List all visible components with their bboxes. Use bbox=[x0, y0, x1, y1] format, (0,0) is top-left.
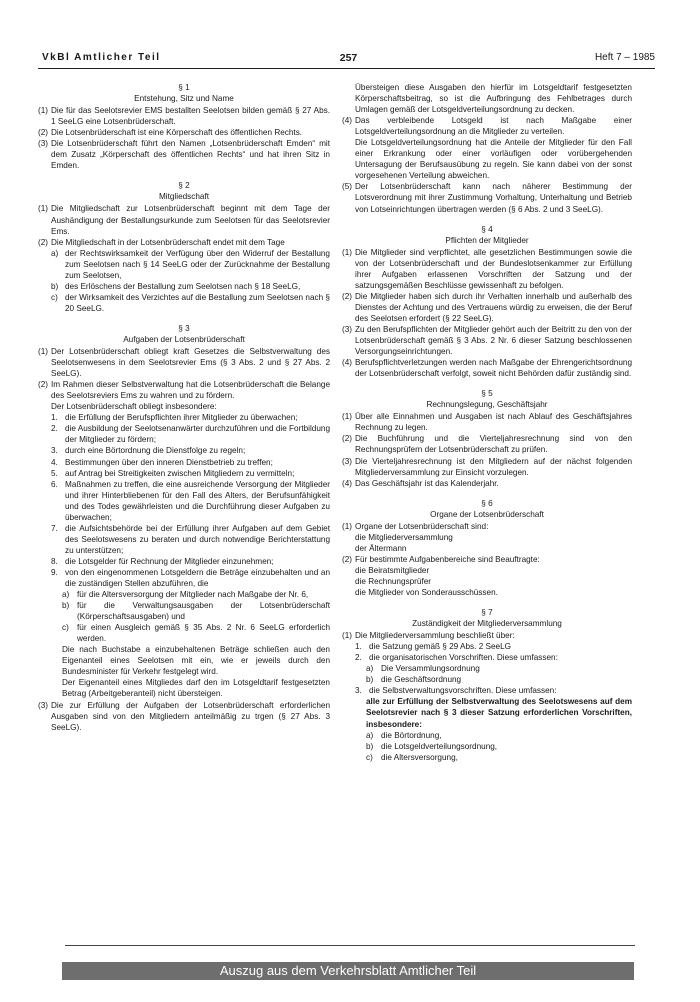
list-item: 6. Maßnahmen zu treffen, die eine ausreichende Versorgung der Mitglieder und ihrer Hinterbliebenen für den Fall des Alters, der Berufsunfähigkeit und des Todes gewährleisten und die Durchführung dieser Aufgaben zu überwachen; bbox=[51, 479, 330, 522]
list-item: b) des Erlöschens der Bestallung zum Seelotsen nach § 18 SeeLG, bbox=[38, 281, 330, 292]
list-item: 8. die Lotsgelder für Rechnung der Mitglieder einzunehmen; bbox=[38, 556, 330, 567]
paragraph: (3) Die Vierteljahresrechnung ist den Mitgliedern auf der nächst folgenden Mitgliederversammlung zur Einsicht vorzulegen. bbox=[342, 456, 632, 477]
list-item-text: der Wirksamkeit des Verzichtes auf die Bestallung zum Seelotsen nach § 20 SeeLG. bbox=[65, 292, 330, 313]
list-item-text: die Geschäftsordnung bbox=[381, 675, 462, 685]
section-heading bbox=[38, 82, 330, 104]
list-item-text: die Satzung gemäß § 29 Abs. 2 SeeLG bbox=[369, 642, 512, 652]
section-number: § 1 bbox=[178, 83, 190, 92]
list-item: 1. die Satzung gemäß § 29 Abs. 2 SeeLG bbox=[342, 641, 632, 652]
list-item-text: die Börtordnung, bbox=[381, 730, 442, 740]
list-item: 1. die Erfüllung der Berufspflichten ihrer Mitglieder zu überwachen; bbox=[38, 412, 330, 423]
footer-banner: Auszug aus dem Verkehrsblatt Amtlicher Teil bbox=[62, 962, 634, 980]
paragraph-text: Übersteigen diese Ausgaben den hierfür im Lotsgeldtarif festgesetzten Körperschaftsbeitrag, so ist die Aufbringung des Fehlbetrages durch Umlagen gemäß der Lotsgeldverteilungsordnung zu decken. bbox=[355, 83, 632, 115]
section-heading bbox=[342, 224, 632, 246]
list-item: 3. die Selbstverwaltungsvorschriften. Diese umfassen: bbox=[342, 685, 632, 696]
list-item: a) für die Altersversorgung der Mitglieder nach Maßgabe der Nr. 6, bbox=[38, 589, 330, 600]
right-column bbox=[342, 82, 632, 763]
paragraph: (3) Zu den Berufspflichten der Mitglieder gehört auch der Beitritt zu den von der Lotsenbrüderschaft gemäß § 3 Abs. 2 Nr. 6 dieser Satzung beschlossenen Versorgungseinrichtungen. bbox=[342, 324, 632, 357]
paragraph-text: Die Lotsgeldverteilungsordnung hat die Anteile der Mitglieder für den Fall einer Erkrankung oder einer vorläufigen oder vorübergehenden Untersagung der Berufsausübung zu regeln. Sie kann dabei von der sonst vorgesehenen Verteilung abweichen. bbox=[355, 138, 632, 181]
footer-rule bbox=[65, 945, 635, 946]
list-item-text: die Rechnungsprüfer bbox=[355, 576, 432, 586]
list-item-text: Maßnahmen zu treffen, die eine ausreichende Versorgung der Mitglieder und ihrer Hinterbliebenen für den Fall des Alters, der Berufsunfähigkeit und des Todes gewährleisten und die Durchführung dieser Aufgaben zu überwachen; bbox=[65, 479, 330, 522]
paragraph-text: Die Mitglieder haben sich durch ihr Verhalten innerhalb und außerhalb des Dienstes der Achtung und des Vertrauens würdig zu erweisen, die der Beruf des Seelotsen erfordert (§ 22 SeeLG). bbox=[355, 291, 632, 323]
paragraph: (1) Der Lotsenbrüderschaft obliegt kraft Gesetzes die Selbstverwaltung des Seelotsenwesens in dem Seelotsrevier Ems (§ 3 Abs. 2 und § 27 Abs. 2 SeeLG). bbox=[38, 347, 330, 379]
list-item-text: die Mitglieder von Sonderausschüssen. bbox=[355, 588, 498, 598]
list-item: 3. durch eine Börtordnung die Dienstfolge zu regeln; bbox=[38, 445, 330, 456]
list-item-text: auf Antrag bei Streitigkeiten zwischen Mitgliedern zu vermitteln; bbox=[65, 468, 295, 478]
list-item: a) Die Versammlungsordnung bbox=[342, 663, 632, 674]
list-item: 9. von den eingenommenen Lotsgeldern die Beträge einzubehalten und an die zuständigen Stellen abzuführen, die bbox=[51, 567, 330, 589]
list-item-text: die Ausbildung der Seelotsenanwärter durchzuführen und die Fortbildung der Mitglieder zu fördern; bbox=[65, 424, 330, 445]
journal-name: VkBl Amtlicher Teil bbox=[42, 52, 161, 63]
section-number: § 2 bbox=[178, 181, 190, 191]
paragraph-text: Die Lotsenbrüderschaft ist eine Körperschaft des öffentlichen Rechts. bbox=[51, 128, 303, 138]
list-item-text: die organisatorischen Vorschriften. Diese umfassen: bbox=[369, 653, 558, 663]
paragraph-text: Das Geschäftsjahr ist das Kalenderjahr. bbox=[355, 478, 499, 488]
paragraph-text: Der Lotsenbrüderschaft obliegt kraft Gesetzes die Selbstverwaltung des Seelotsenwesens in dem Seelotsrevier Ems (§ 3 Abs. 2 und § 27 Abs. 2 SeeLG). bbox=[51, 347, 330, 379]
paragraph-text: Die nach Buchstabe a einzubehaltenen Beträge schließen auch den Eigenanteil eines Seelotsen mit ein, wie er jeweils durch den Bundesminister für Verkehr festgelegt wird. bbox=[62, 645, 330, 677]
list-item-text: Bestimmungen über den inneren Dienstbetrieb zu treffen; bbox=[65, 457, 273, 467]
list-item: 2. die organisatorischen Vorschriften. Diese umfassen: bbox=[342, 652, 632, 663]
section-title: Aufgaben der Lotsenbrüderschaft bbox=[123, 334, 245, 344]
section-heading bbox=[38, 180, 330, 202]
paragraph-text: Die Mitgliederversammlung beschließt über: bbox=[355, 631, 515, 641]
paragraph-text: Der Eigenanteil eines Mitgliedes darf den im Lotsgeldtarif festgesetzten Betrag (Arbeitgeberanteil) nicht übersteigen. bbox=[62, 678, 330, 699]
list-item: c) für einen Ausgleich gemäß § 35 Abs. 2 Nr. 6 SeeLG erforderlich werden. bbox=[62, 623, 330, 644]
paragraph-text: Die Mitgliedschaft zur Lotsenbrüderschaft beginnt mit dem Tage der Aushändigung der Bestallungsurkunde zum Seelotsen für das Seelotsrevier Ems. bbox=[51, 204, 330, 236]
list-item-text: für die Verwaltungsausgaben der Lotsenbrüderschaft (Körperschaftsausgaben) und bbox=[77, 601, 330, 622]
list-item-text: die Altersversorgung, bbox=[381, 752, 458, 762]
paragraph: (1) Die für das Seelotsrevier EMS bestallten Seelotsen bilden gemäß § 27 Abs. 1 SeeLG eine Lotsenbrüderschaft. bbox=[38, 106, 330, 127]
list-item-text: von den eingenommenen Lotsgeldern die Beträge einzubehalten und an die zuständigen Stellen abzuführen, die bbox=[65, 567, 330, 589]
list-item-text: die Mitgliederversammlung bbox=[355, 532, 453, 542]
paragraph: (1) Organe der Lotsenbrüderschaft sind: bbox=[342, 521, 632, 532]
paragraph: (2) Im Rahmen dieser Selbstverwaltung hat die Lotsenbrüderschaft die Belange des Seelotsreviers Ems zu wahren und zu fördern. bbox=[38, 380, 330, 401]
list-item-text: die Erfüllung der Berufspflichten ihrer Mitglieder zu überwachen; bbox=[65, 413, 298, 423]
paragraph: (5) Der Lotsenbrüderschaft kann nach näherer Bestimmung der Lotsverordnung mit ihrer Zustimmung Vorhaltung, Unterhaltung und Betrieb von Lotseinrichtungen übertragen werden (§ 6 Abs. 2 und 3 SeeLG). bbox=[342, 182, 632, 214]
bold-paragraph: alle zur Erfüllung der Selbstverwaltung des Seelotswesens auf dem Seelotsrevier nach § 3 dieser Satzung erforderlichen Vorschriften, insbesondere: bbox=[366, 697, 632, 729]
section-number: § 4 bbox=[481, 224, 493, 234]
section-title: Pflichten der Mitglieder bbox=[445, 235, 529, 245]
paragraph: (2) Für bestimmte Aufgabenbereiche sind Beauftragte: bbox=[342, 554, 632, 565]
list-item: 5. auf Antrag bei Streitigkeiten zwischen Mitgliedern zu vermitteln; bbox=[38, 468, 330, 479]
paragraph-text: Das verbleibende Lotsgeld ist nach Maßgabe einer Lotsgeldverteilungsordnung an die Mitglieder zu verteilen. bbox=[355, 116, 632, 137]
paragraph-text: Zu den Berufspflichten der Mitglieder gehört auch der Beitritt zu den von der Lotsenbrüderschaft gemäß § 3 Abs. 2 Nr. 6 dieser Satzung beschlossenen Versorgungseinrichtungen. bbox=[355, 324, 632, 357]
paragraph-text: Über alle Einnahmen und Ausgaben ist nach Ablauf des Geschäftsjahres Rechnung zu legen. bbox=[355, 412, 632, 433]
list-item-text: die Lotsgelder für Rechnung der Mitglieder einzunehmen; bbox=[65, 556, 274, 566]
page-number: 257 bbox=[339, 52, 358, 64]
paragraph: (2) Die Lotsenbrüderschaft ist eine Körperschaft des öffentlichen Rechts. bbox=[38, 127, 330, 138]
paragraph-text: Die Mitglieder sind verpflichtet, alle gesetzlichen Bestimmungen sowie die von der Lotsenbrüderschaft und der Bundeslotsenkammer zur Erfüllung ihrer Aufgaben erlassenen Vorschriften der Satzung und der satzungsgemäßen Beschlüsse gewissenhaft zu befolgen. bbox=[355, 247, 632, 290]
paragraph-text: Die Lotsenbrüderschaft führt den Namen „Lotsenbrüderschaft Emden“ mit dem Zusatz „Körperschaft des öffentlichen Rechts“ und hat ihren Sitz in Emden. bbox=[51, 139, 330, 171]
paragraph-text: Der Lotsenbrüderschaft kann nach näherer Bestimmung der Lotsverordnung mit ihrer Zustimmung Vorhaltung, Unterhaltung und Betrieb von Lotseinrichtungen übertragen werden (§ 6 Abs. 2 und 3 SeeLG). bbox=[355, 182, 632, 214]
paragraph-text: Die zur Erfüllung der Aufgaben der Lotsenbrüderschaft erforderlichen Ausgaben sind von den Mitgliedern anteilmäßig zu trgen (§ 27 Abs. 3 SeeLG). bbox=[51, 700, 330, 732]
section-number: § 3 bbox=[178, 323, 190, 333]
section-number: § 5 bbox=[481, 389, 493, 399]
section-title: Mitgliedschaft bbox=[158, 192, 210, 202]
list-item: c) die Altersversorgung, bbox=[342, 752, 632, 763]
paragraph: (2) Die Mitgliedschaft in der Lotsenbrüderschaft endet mit dem Tage bbox=[38, 237, 330, 248]
section-title: Organe der Lotsenbrüderschaft bbox=[430, 509, 544, 519]
paragraph: (2) Die Mitglieder haben sich durch ihr Verhalten innerhalb und außerhalb des Dienstes der Achtung und des Vertrauens würdig zu erweisen, die der Beruf des Seelotsen erfordert (§ 22 SeeLG). bbox=[342, 291, 632, 323]
list-item: b) für die Verwaltungsausgaben der Lotsenbrüderschaft (Körperschaftsausgaben) und bbox=[62, 601, 330, 622]
list-item: a) die Börtordnung, bbox=[342, 730, 632, 741]
paragraph-text: Organe der Lotsenbrüderschaft sind: bbox=[355, 521, 489, 531]
paragraph: (4) Berufspflichtverletzungen werden nach Maßgabe der Ehrengerichtsordnung der Lotsenbrüderschaft verfolgt, soweit nicht Behörden dafür zuständig sind. bbox=[342, 358, 632, 379]
paragraph: (4) Das verbleibende Lotsgeld ist nach Maßgabe einer Lotsgeldverteilungsordnung an die Mitglieder zu verteilen. bbox=[342, 116, 632, 137]
paragraph: (3) Die zur Erfüllung der Aufgaben der Lotsenbrüderschaft erforderlichen Ausgaben sind von den Mitgliedern anteilmäßig zu trgen (§ 27 Abs. 3 SeeLG). bbox=[38, 700, 330, 732]
list-item-text: durch eine Börtordnung die Dienstfolge zu regeln; bbox=[65, 446, 246, 456]
list-item: c) der Wirksamkeit des Verzichtes auf die Bestallung zum Seelotsen nach § 20 SeeLG. bbox=[51, 292, 330, 313]
list-item: b) die Lotsgeldverteilungsordnung, bbox=[342, 741, 632, 752]
header-rule bbox=[38, 68, 655, 69]
list-item-text: der Rechtswirksamkeit der Verfügung über den Widerruf der Bestallung zum Seelotsen nach § 14 SeeLG oder der Zurücknahme der Bestallung zum Seelotsen, bbox=[65, 248, 330, 280]
paragraph-text: Die Mitgliedschaft in der Lotsenbrüderschaft endet mit dem Tage bbox=[51, 237, 285, 247]
list-item: 7. die Aufsichtsbehörde bei der Erfüllung ihrer Aufgaben auf dem Gebiet des Seelotswesens zu beraten und durch notwendige Berichterstattung zu unterstützen; bbox=[51, 523, 330, 555]
section-heading bbox=[342, 498, 632, 520]
list-item: 4. Bestimmungen über den inneren Dienstbetrieb zu treffen; bbox=[38, 457, 330, 468]
list-item: 2. die Ausbildung der Seelotsenanwärter durchzuführen und die Fortbildung der Mitglieder zu fördern; bbox=[51, 424, 330, 445]
list-item-text: der Ältermann bbox=[355, 543, 407, 553]
paragraph: (3) Die Lotsenbrüderschaft führt den Namen „Lotsenbrüderschaft Emden“ mit dem Zusatz „Körperschaft des öffentlichen Rechts“ und hat ihren Sitz in Emden. bbox=[38, 139, 330, 171]
section-title: Zuständigkeit der Mitgliederversammlung bbox=[412, 619, 562, 629]
list-item-text: des Erlöschens der Bestallung zum Seelotsen nach § 18 SeeLG, bbox=[65, 281, 301, 291]
paragraph: (1) Über alle Einnahmen und Ausgaben ist nach Ablauf des Geschäftsjahres Rechnung zu legen. bbox=[342, 412, 632, 433]
paragraph-text: Für bestimmte Aufgabenbereiche sind Beauftragte: bbox=[355, 554, 540, 564]
paragraph: (1) Die Mitgliedschaft zur Lotsenbrüderschaft beginnt mit dem Tage der Aushändigung der Bestallungsurkunde zum Seelotsen für das Seelotsrevier Ems. bbox=[38, 204, 330, 236]
list-item-text: Die Versammlungsordnung bbox=[381, 664, 480, 674]
list-item-text: für die Altersversorgung der Mitglieder nach Maßgabe der Nr. 6, bbox=[77, 590, 309, 600]
paragraph-text: Der Lotsenbrüderschaft obliegt insbesondere: bbox=[51, 402, 217, 412]
paragraph: (2) Die Buchführung und die Vierteljahresrechnung sind von den Rechnungsprüfern der Lotsenbrüderschaft zu prüfen. bbox=[342, 434, 632, 455]
list-item: b) die Geschäftsordnung bbox=[342, 674, 632, 685]
paragraph-text: Im Rahmen dieser Selbstverwaltung hat die Lotsenbrüderschaft die Belange des Seelotsreviers Ems zu wahren und zu fördern. bbox=[51, 380, 330, 401]
section-title: Rechnungslegung, Geschäftsjahr bbox=[426, 400, 548, 410]
list-item-text: die Beiratsmitglieder bbox=[355, 565, 430, 575]
section-heading bbox=[342, 607, 632, 629]
issue-label: Heft 7 – 1985 bbox=[594, 52, 655, 63]
paragraph-text: Berufspflichtverletzungen werden nach Maßgabe der Ehrengerichtsordnung der Lotsenbrüderschaft verfolgt, soweit nicht Behörden dafür zuständig sind. bbox=[355, 358, 632, 379]
left-column bbox=[38, 82, 330, 733]
list-item-text: die Lotsgeldverteilungsordnung, bbox=[381, 741, 498, 751]
paragraph: (1) Die Mitgliederversammlung beschließt über: bbox=[342, 630, 632, 641]
section-title: Entstehung, Sitz und Name bbox=[134, 94, 234, 104]
section-heading bbox=[342, 388, 632, 410]
section-number: § 6 bbox=[481, 498, 493, 508]
list-item-text: die Aufsichtsbehörde bei der Erfüllung ihrer Aufgaben auf dem Gebiet des Seelotswesens zu beraten und durch notwendige Berichterstattung zu unterstützen; bbox=[65, 523, 330, 555]
list-item-text: für einen Ausgleich gemäß § 35 Abs. 2 Nr. 6 SeeLG erforderlich werden. bbox=[77, 623, 330, 644]
page-header bbox=[42, 52, 655, 68]
paragraph: (1) Die Mitglieder sind verpflichtet, alle gesetzlichen Bestimmungen sowie die von der Lotsenbrüderschaft und der Bundeslotsenkammer zur Erfüllung ihrer Aufgaben erlassenen Vorschriften der Satzung und der satzungsgemäßen Beschlüsse gewissenhaft zu befolgen. bbox=[342, 247, 632, 290]
paragraph-text: Die Buchführung und die Vierteljahresrechnung sind von den Rechnungsprüfern der Lotsenbrüderschaft zu prüfen. bbox=[355, 434, 632, 455]
paragraph: (4) Das Geschäftsjahr ist das Kalenderjahr. bbox=[342, 478, 632, 489]
paragraph-text: Die für das Seelotsrevier EMS bestallten Seelotsen bilden gemäß § 27 Abs. 1 SeeLG eine Lotsenbrüderschaft. bbox=[51, 106, 330, 127]
section-heading bbox=[38, 323, 330, 345]
list-item: a) der Rechtswirksamkeit der Verfügung über den Widerruf der Bestallung zum Seelotsen nach § 14 SeeLG oder der Zurücknahme der Bestallung zum Seelotsen, bbox=[51, 248, 330, 280]
list-item-text: die Selbstverwaltungsvorschriften. Diese umfassen: bbox=[369, 686, 557, 696]
section-number: § 7 bbox=[481, 608, 493, 618]
paragraph-text: Die Vierteljahresrechnung ist den Mitgliedern auf der nächst folgenden Mitgliederversammlung zur Einsicht vorzulegen. bbox=[355, 456, 632, 477]
